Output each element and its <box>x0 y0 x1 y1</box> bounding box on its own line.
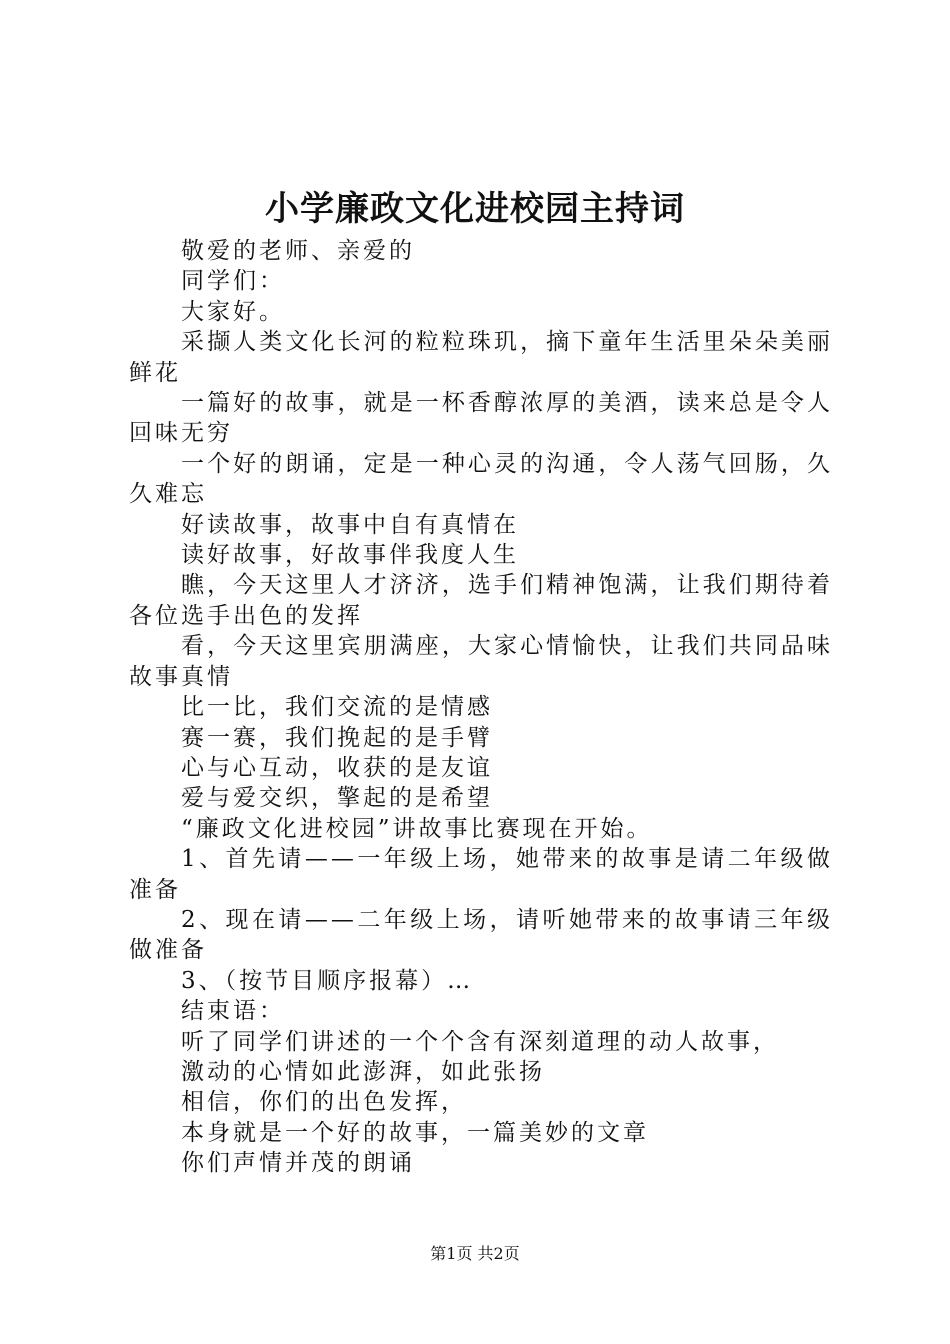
paragraph: 看，今天这里宾朋满座，大家心情愉快，让我们共同品味故事真情 <box>129 633 833 690</box>
paragraph: “廉政文化进校园”讲故事比赛现在开始。 <box>181 815 653 842</box>
paragraph: 2、现在请——二年级上场，请听她带来的故事请三年级做准备 <box>129 906 833 964</box>
paragraph: 你们声情并茂的朗诵 <box>181 1150 415 1177</box>
paragraph: 好读故事，故事中自有真情在 <box>181 511 519 538</box>
paragraph: 敬爱的老师、亲爱的 <box>181 238 415 264</box>
document-body <box>129 236 833 1179</box>
paragraph: 1、首先请——一年级上场，她带来的故事是请二年级做准备 <box>129 846 833 903</box>
paragraph: 同学们： <box>181 268 285 295</box>
paragraph: 心与心互动，收获的是友谊 <box>181 754 493 781</box>
paragraph: 爱与爱交织，擎起的是希望 <box>181 785 493 812</box>
paragraph: 激动的心情如此澎湃，如此张扬 <box>181 1058 545 1085</box>
paragraph: 比一比，我们交流的是情感 <box>181 694 493 721</box>
paragraph: 本身就是一个好的故事，一篇美妙的文章 <box>181 1119 649 1146</box>
paragraph: 结束语： <box>181 998 285 1025</box>
paragraph: 3、（按节目顺序报幕）… <box>181 967 474 994</box>
paragraph: 相信，你们的出色发挥， <box>181 1089 467 1116</box>
paragraph: 赛一赛，我们挽起的是手臂 <box>181 724 493 751</box>
paragraph: 一篇好的故事，就是一杯香醇浓厚的美酒，读来总是令人回味无穷 <box>129 390 833 447</box>
paragraph: 听了同学们讲述的一个个含有深刻道理的动人故事， <box>181 1028 779 1055</box>
paragraph: 采撷人类文化长河的粒粒珠玑，摘下童年生活里朵朵美丽鲜花 <box>129 329 833 386</box>
paragraph: 一个好的朗诵，定是一种心灵的沟通，令人荡气回肠，久久难忘 <box>129 450 833 508</box>
document-title: 小学廉政文化进校园主持词 <box>265 189 685 229</box>
paragraph: 瞧，今天这里人才济济，选手们精神饱满，让我们期待着各位选手出色的发挥 <box>129 572 833 629</box>
paragraph: 读好故事，好故事伴我度人生 <box>181 542 519 569</box>
page-footer: 第1页 共2页 <box>430 1244 520 1263</box>
paragraph: 大家好。 <box>181 298 285 325</box>
